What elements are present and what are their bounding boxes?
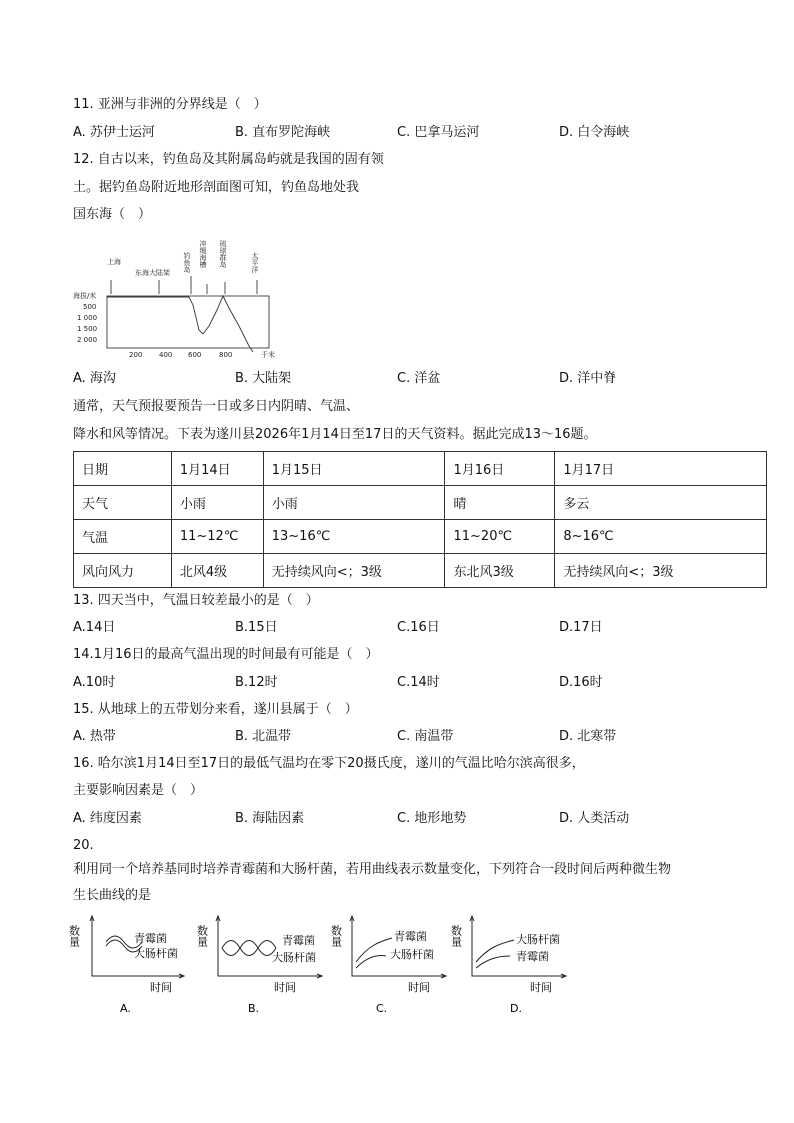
graph-c-x-label: 时间 [408,981,430,994]
q14-option-c: C.14时 [397,675,440,690]
table-cell: 多云 [555,486,767,520]
graph-d-letter: D. [510,1002,522,1015]
graph-a-x-label: 时间 [150,981,172,994]
ytick-1500: 1 500 [77,325,98,333]
label-shelf: 东海大陆架 [135,269,170,277]
table-cell: 11~20℃ [445,520,555,554]
xtick-800: 800 [219,351,233,359]
graph-a-label2: 大肠杆菌 [134,947,178,960]
label-okinawa: 冲绳海槽 [199,240,207,268]
label-shanghai: 上海 [107,258,121,266]
graph-d-x-label: 时间 [530,981,552,994]
graph-d-y-label: 数量 [449,925,463,947]
table-row [74,486,767,520]
q11-option-d: D. 白令海峡 [559,125,630,140]
table-cell: 气温 [74,520,172,554]
q12-stem-line2: 土。据钓鱼岛附近地形剖面图可知，钓鱼岛地处我 [73,180,360,195]
q11-option-b: B. 直布罗陀海峡 [235,125,331,140]
graph-a-y-label: 数量 [67,925,81,947]
table-row [74,554,767,588]
table-cell: 小雨 [171,486,263,520]
table-row [74,452,767,486]
weather-table [73,451,767,588]
q16-stem-line2: 主要影响因素是（ ） [73,783,204,798]
q16-option-c: C. 地形地势 [397,811,467,826]
graph-c [329,912,454,1017]
q20-number: 20. [73,838,94,853]
table-cell: 11~12℃ [171,520,263,554]
graph-a-label1: 青霉菌 [134,932,167,945]
intro-line2: 降水和风等情况。下表为遂川县2026年1月14日至17日的天气资料。据此完成13～16题。 [73,427,597,442]
graph-c-label1: 青霉菌 [394,930,427,943]
table-cell: 1月14日 [171,452,263,486]
q14-stem: 14.1月16日的最高气温出现的时间最有可能是（ ） [73,647,379,662]
q12-option-b: B. 大陆架 [235,371,292,386]
q16-option-a: A. 纬度因素 [73,811,142,826]
label-ryukyu: 琉球群岛 [219,240,227,268]
q14-option-b: B.12时 [235,675,278,690]
graph-b-x-label: 时间 [274,981,296,994]
q12-stem-line3: 国东海（ ） [73,207,152,222]
table-cell: 8~16℃ [555,520,767,554]
xtick-200: 200 [129,351,143,359]
q13-option-a: A.14日 [73,620,116,635]
graph-a [67,912,192,1017]
x-axis-unit: 千米 [261,351,275,359]
q11-option-a: A. 苏伊士运河 [73,125,155,140]
label-pacific: 太平洋 [251,252,259,273]
q15-option-c: C. 南温带 [397,729,454,744]
graph-a-letter: A. [120,1002,131,1015]
graph-b-letter: B. [248,1002,260,1015]
table-cell: 北风4级 [171,554,263,588]
graph-b-y-label: 数量 [195,925,209,947]
q11-option-c: C. 巴拿马运河 [397,125,480,140]
q12-option-a: A. 海沟 [73,371,116,386]
table-cell: 1月17日 [555,452,767,486]
graph-b [195,912,330,1017]
y-axis-label: 海拔/米 [73,292,97,300]
q12-terrain-profile-figure [73,230,288,362]
q13-stem: 13. 四天当中，气温日较差最小的是（ ） [73,593,319,608]
table-cell: 1月16日 [445,452,555,486]
table-cell: 日期 [74,452,172,486]
q20-stem-line2: 生长曲线的是 [73,888,152,903]
q11-stem: 11. 亚洲与非洲的分界线是（ ） [73,97,267,112]
q20-stem-line1: 利用同一个培养基同时培养青霉菌和大肠杆菌，若用曲线表示数量变化，下列符合一段时间后两种微生物 [73,862,672,877]
table-cell: 无持续风向<；3级 [555,554,767,588]
q15-option-a: A. 热带 [73,729,116,744]
graph-c-label2: 大肠杆菌 [390,948,434,961]
label-diaoyu: 钓鱼岛 [183,252,191,273]
q13-option-d: D.17日 [559,620,603,635]
table-cell: 晴 [445,486,555,520]
q15-stem: 15. 从地球上的五带划分来看，遂川县属于（ ） [73,702,358,717]
graph-d-label2: 青霉菌 [516,950,549,963]
table-cell: 东北风3级 [445,554,555,588]
terrain-profile-line [107,296,253,352]
table-cell: 无持续风向<；3级 [263,554,445,588]
graph-d-label1: 大肠杆菌 [516,933,560,946]
q16-option-b: B. 海陆因素 [235,811,305,826]
graph-d [449,912,574,1017]
table-cell: 小雨 [263,486,445,520]
graph-c-y-label: 数量 [329,925,343,947]
q14-option-d: D.16时 [559,675,603,690]
q16-option-d: D. 人类活动 [559,811,630,826]
q15-option-d: D. 北寒带 [559,729,617,744]
graph-b-label2: 大肠杆菌 [272,951,316,964]
q12-option-d: D. 洋中脊 [559,371,617,386]
q13-option-c: C.16日 [397,620,440,635]
q15-option-b: B. 北温带 [235,729,292,744]
q14-option-a: A.10时 [73,675,116,690]
intro-line1: 通常，天气预报要预告一日或多日内阴晴、气温、 [73,399,360,414]
table-row [74,520,767,554]
q12-option-c: C. 洋盆 [397,371,441,386]
q16-stem-line1: 16. 哈尔滨1月14日至17日的最低气温均在零下20摄氏度，遂川的气温比哈尔滨高很多， [73,756,585,771]
q12-stem-line1: 12. 自古以来，钓鱼岛及其附属岛屿就是我国的固有领 [73,152,384,167]
xtick-600: 600 [188,351,202,359]
table-cell: 1月15日 [263,452,445,486]
graph-c-letter: C. [376,1002,388,1015]
ytick-500: 500 [83,303,97,311]
graph-b-label1: 青霉菌 [282,934,315,947]
ytick-1000: 1 000 [77,314,98,322]
table-cell: 风向风力 [74,554,172,588]
xtick-400: 400 [159,351,173,359]
q13-option-b: B.15日 [235,620,278,635]
table-cell: 天气 [74,486,172,520]
ytick-2000: 2 000 [77,336,98,344]
table-cell: 13~16℃ [263,520,445,554]
